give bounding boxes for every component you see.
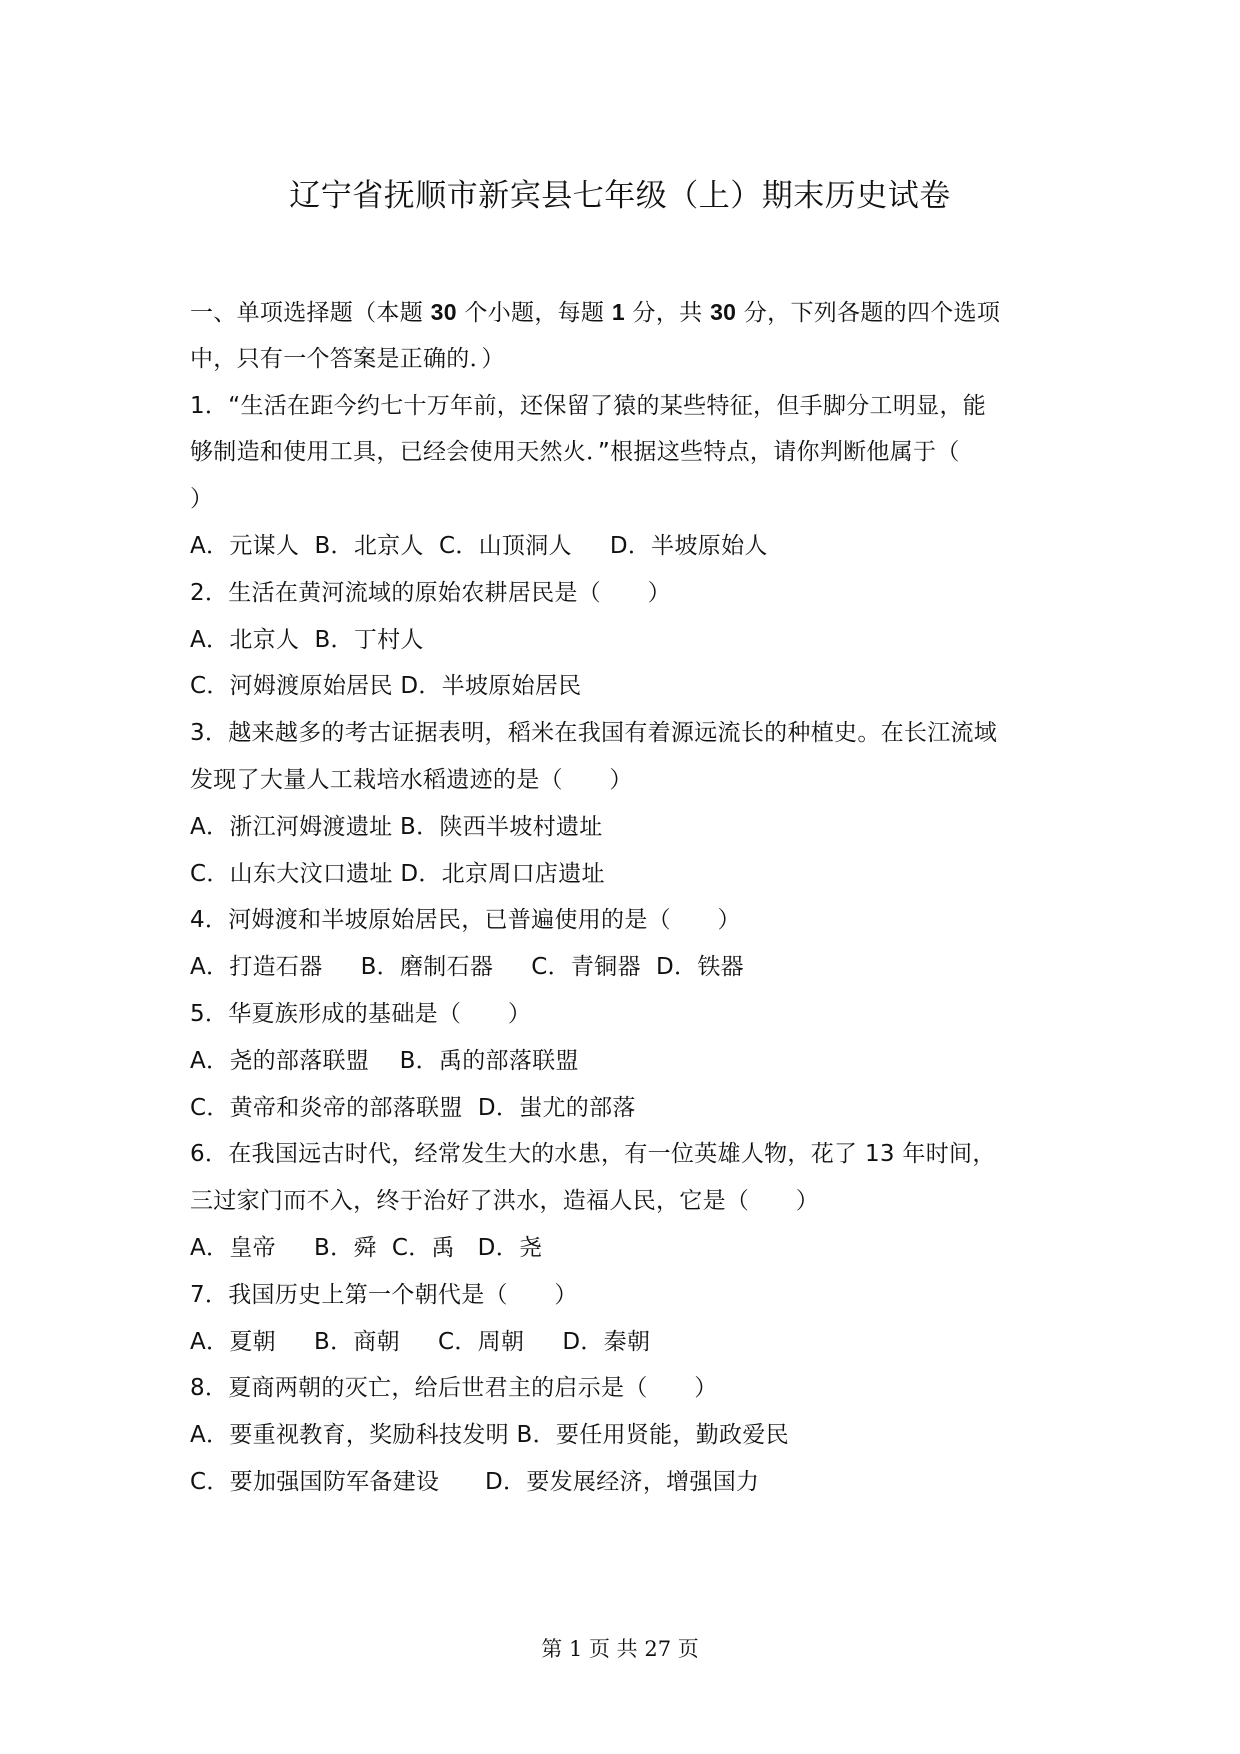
answer-options: A．打造石器 B．磨制石器 C．青铜器 D．铁器: [190, 954, 744, 981]
question-stem: 够制造和使用工具，已经会使用天然火．”根据这些特点，请你判断他属于（: [190, 439, 960, 466]
answer-options: C．黄帝和炎帝的部落联盟 D．蚩尤的部落: [190, 1094, 636, 1121]
points-each: 1: [611, 299, 625, 325]
answer-options: A．北京人 B．丁村人: [190, 626, 424, 653]
question-6: [190, 1131, 1070, 1271]
points-total: 30: [710, 299, 737, 325]
page-title: 辽宁省抚顺市新宾县七年级（上）期末历史试卷: [289, 178, 951, 214]
question-stem: ）: [190, 486, 214, 513]
question-stem: 6．在我国远古时代，经常发生大的水患，有一位英雄人物，花了 13 年时间，: [190, 1141, 996, 1168]
answer-options: A．皇帝 B．舜 C．禹 D．尧: [190, 1234, 543, 1261]
section-text: 分，下列各题的四个选项: [736, 300, 1001, 326]
question-stem: 8．夏商两朝的灭亡，给后世君主的启示是（ ）: [190, 1375, 718, 1402]
question-3: [190, 710, 1070, 897]
question-stem: 1．“生活在距今约七十万年前，还保留了猿的某些特征，但手脚分工明显，能: [190, 392, 987, 419]
answer-options: A．浙江河姆渡遗址 B．陕西半坡村遗址: [190, 813, 603, 840]
section-instructions: 中，只有一个答案是正确的．）: [190, 345, 505, 372]
question-1: [190, 383, 1070, 570]
answer-options: A．要重视教育，奖励科技发明 B．要任用贤能，勤政爱民: [190, 1422, 789, 1449]
page-number-footer: 第 1 页 共 27 页: [541, 1637, 699, 1661]
section-text: 分，共: [624, 300, 711, 326]
question-count: 30: [430, 299, 457, 325]
question-4: [190, 897, 1070, 991]
section-text: 一、单项选择题（本题: [190, 300, 431, 326]
question-stem: 三过家门而不入，终于治好了洪水，造福人民，它是（ ）: [190, 1188, 820, 1215]
answer-options: A．尧的部落联盟 B．禹的部落联盟: [190, 1047, 579, 1074]
answer-options: C．河姆渡原始居民 D．半坡原始居民: [190, 673, 582, 700]
question-stem: 3．越来越多的考古证据表明，稻米在我国有着源远流长的种植史。在长江流域: [190, 720, 998, 747]
question-stem: 7．我国历史上第一个朝代是（ ）: [190, 1281, 578, 1308]
question-2: [190, 570, 1070, 710]
question-stem: 5．华夏族形成的基础是（ ）: [190, 1000, 532, 1027]
section-heading: [190, 289, 1070, 336]
question-stem: 2．生活在黄河流域的原始农耕居民是（ ）: [190, 579, 671, 606]
answer-options: C．要加强国防军备建设 D．要发展经济，增强国力: [190, 1468, 760, 1495]
answer-options: A．夏朝 B．商朝 C．周朝 D．秦朝: [190, 1328, 651, 1355]
question-stem: 发现了大量人工栽培水稻遗迹的是（ ）: [190, 766, 633, 793]
question-7: [190, 1272, 1070, 1366]
section-text: 个小题，每题: [456, 300, 612, 326]
answer-options: C．山东大汶口遗址 D．北京周口店遗址: [190, 860, 605, 887]
question-stem: 4．河姆渡和半坡原始居民，已普遍使用的是（ ）: [190, 907, 741, 934]
answer-options: A．元谋人 B．北京人 C．山顶洞人 D．半坡原始人: [190, 532, 768, 559]
question-5: [190, 991, 1070, 1131]
exam-body: [190, 289, 1070, 1506]
question-8: [190, 1365, 1070, 1505]
